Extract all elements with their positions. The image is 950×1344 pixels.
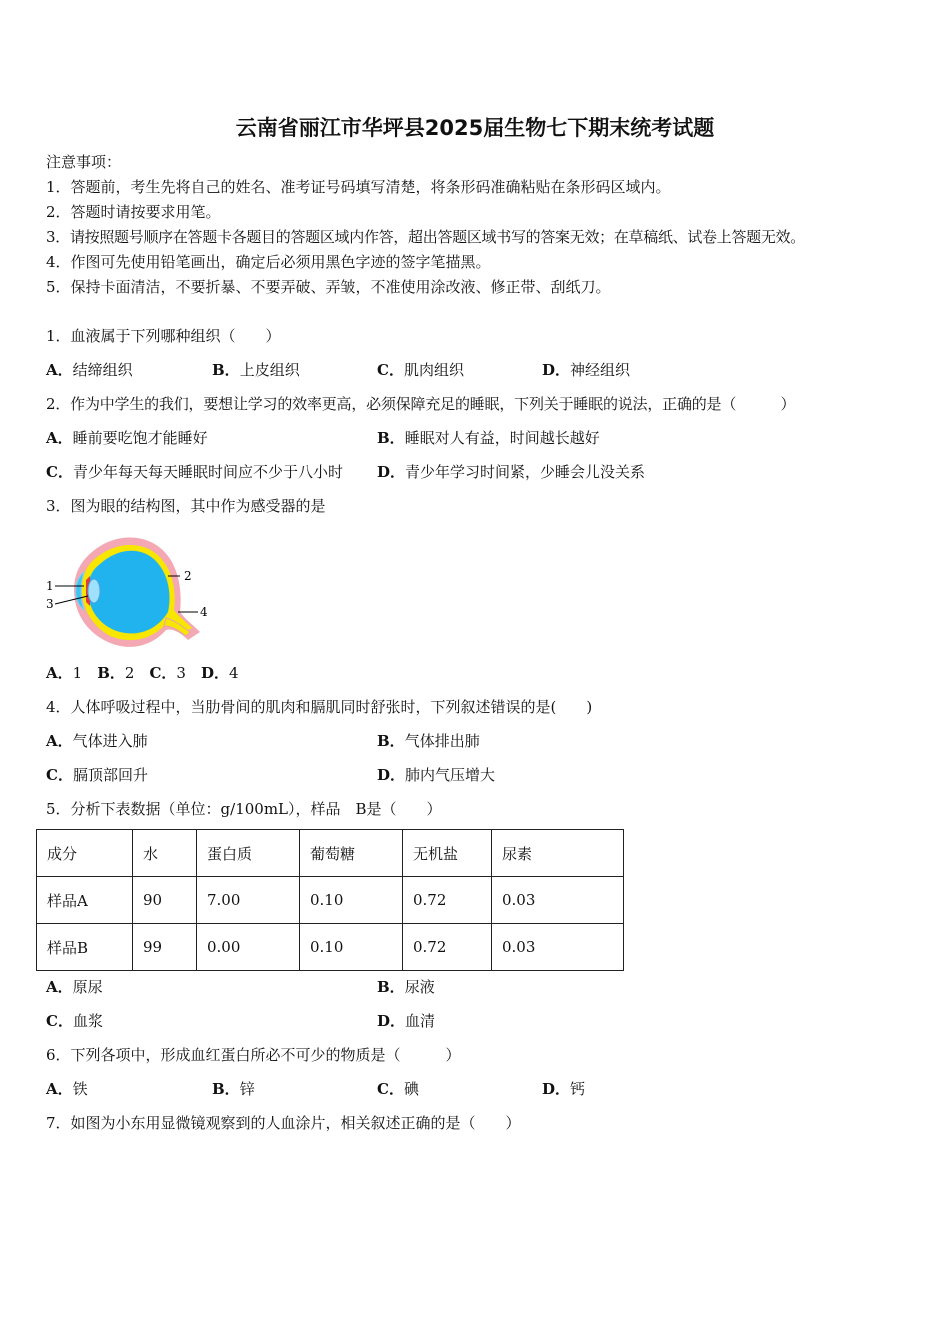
q2-stem: 2．作为中学生的我们，要想让学习的效率更高，必须保障充足的睡眠，下列关于睡眠的说法，正确的是（ ） [46,395,796,413]
notice-item-1: 1．答题前，考生先将自己的姓名、准考证号码填写清楚，将条形码准确粘贴在条形码区域内。 [46,178,671,196]
q6-option-a: A．铁 [46,1080,88,1098]
q2-option-b: B．睡眠对人有益，时间越长越好 [377,429,600,447]
table-header-cell: 水 [133,830,197,877]
table-cell: 0.10 [300,877,403,924]
table-cell: 0.03 [492,924,624,971]
eye-label-1: 1 [46,579,54,593]
table-cell: 7.00 [197,877,300,924]
notice-item-2: 2．答题时请按要求用笔。 [46,203,221,221]
q5-stem: 5．分析下表数据（单位：g/100mL），样品 B是（ ） [46,800,442,818]
table-header-cell: 蛋白质 [197,830,300,877]
q4-option-a: A．气体进入肺 [46,732,148,750]
table-cell: 99 [133,924,197,971]
q5-option-c: C．血浆 [46,1012,103,1030]
notice-item-4: 4．作图可先使用铅笔画出，确定后必须用黑色字迹的签字笔描黑。 [46,253,491,271]
table-header-cell: 无机盐 [403,830,492,877]
table-cell: 0.10 [300,924,403,971]
q6-option-b: B．锌 [212,1080,255,1098]
q3-options: A．1 B．2 C．3 D．4 [46,664,239,682]
q2-option-a: A．睡前要吃饱才能睡好 [46,429,208,447]
table-row [37,924,624,971]
table-cell: 样品A [37,877,133,924]
eye-structure-diagram [40,528,220,658]
q2-option-c: C．青少年每天每天睡眠时间应不少于八小时 [46,463,343,481]
q1-stem: 1．血液属于下列哪种组织（ ） [46,327,281,345]
table-header-cell: 成分 [37,830,133,877]
q4-option-d: D．肺内气压增大 [377,766,496,784]
q7-stem: 7．如图为小东用显微镜观察到的人血涂片，相关叙述正确的是（ ） [46,1114,521,1132]
notice-item-5: 5．保持卡面清洁，不要折暴、不要弄破、弄皱，不准使用涂改液、修正带、刮纸刀。 [46,278,611,296]
q1-option-a: A．结缔组织 [46,361,133,379]
notice-heading: 注意事项： [46,153,122,171]
q6-option-d: D．钙 [542,1080,586,1098]
table-cell: 0.03 [492,877,624,924]
q1-option-b: B．上皮组织 [212,361,300,379]
table-cell: 90 [133,877,197,924]
q4-stem: 4．人体呼吸过程中，当肋骨间的肌肉和膈肌同时舒张时，下列叙述错误的是( ) [46,698,593,716]
page-title: 云南省丽江市华坪县2025届生物七下期末统考试题 [235,116,715,140]
table-cell: 0.72 [403,877,492,924]
eye-label-3: 3 [46,597,54,611]
table-header-cell: 尿素 [492,830,624,877]
q5-data-table [36,829,624,971]
notice-item-3: 3．请按照题号顺序在答题卡各题目的答题区域内作答，超出答题区域书写的答案无效；在草稿纸、试卷上答题无效。 [46,228,805,246]
table-cell: 0.72 [403,924,492,971]
q6-stem: 6．下列各项中，形成血红蛋白所必不可少的物质是（ ） [46,1046,461,1064]
q4-option-c: C．膈顶部回升 [46,766,148,784]
table-header-row [37,830,624,877]
eye-label-4: 4 [200,605,208,619]
table-header-cell: 葡萄糖 [300,830,403,877]
q5-option-a: A．原尿 [46,978,103,996]
q2-option-d: D．青少年学习时间紧，少睡会儿没关系 [377,463,646,481]
eye-lens [88,579,100,603]
q3-stem: 3．图为眼的结构图，其中作为感受器的是 [46,497,326,515]
table-cell: 0.00 [197,924,300,971]
table-cell: 样品B [37,924,133,971]
q4-option-b: B．气体排出肺 [377,732,480,750]
q5-option-b: B．尿液 [377,978,435,996]
q1-option-c: C．肌肉组织 [377,361,464,379]
table-row [37,877,624,924]
eye-label-2: 2 [184,569,192,583]
q5-option-d: D．血清 [377,1012,436,1030]
q6-option-c: C．碘 [377,1080,419,1098]
q1-option-d: D．神经组织 [542,361,631,379]
